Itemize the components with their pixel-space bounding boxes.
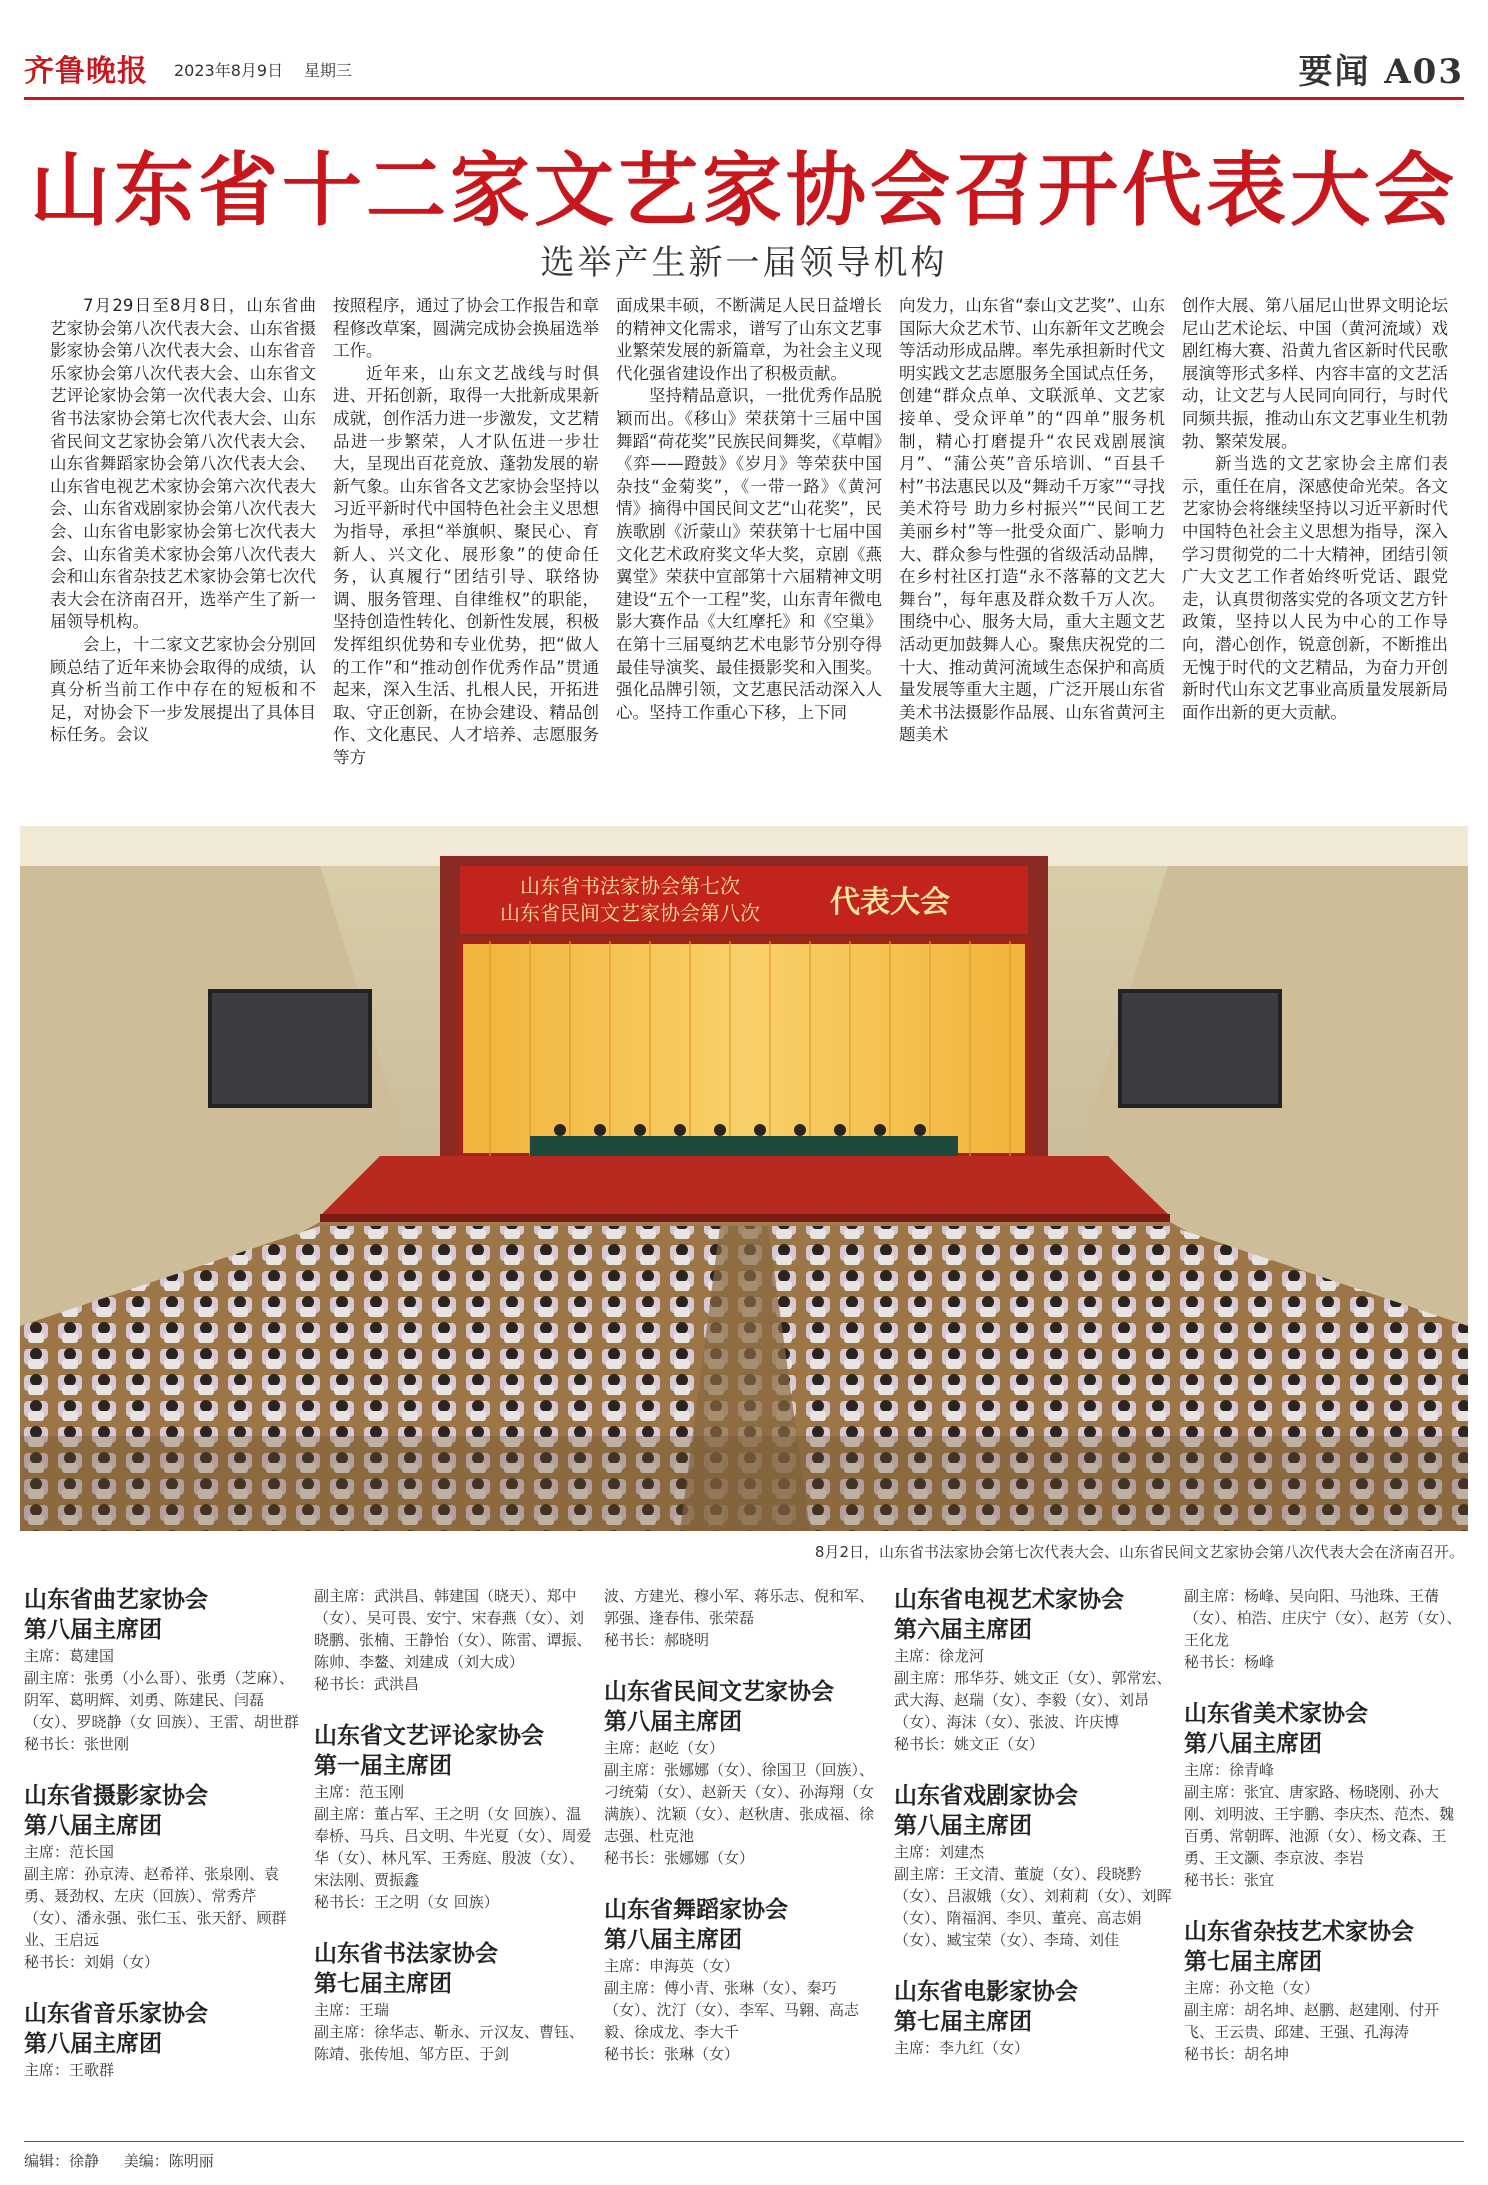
group-subtitle: 第八届主席团 xyxy=(24,1812,162,1839)
group-vice-chairs: 副主席：张宜、唐家路、杨晓刚、孙大刚、刘明波、王宇鹏、李庆杰、范杰、魏百勇、常朝晖、池源（女）、杨文森、王勇、王文灏、李京波、李岩 xyxy=(1184,1783,1455,1867)
group-secretary: 秘书长：张琳（女） xyxy=(604,2045,740,2063)
presidium-group-sheying xyxy=(24,1781,302,1973)
group-secretary: 秘书长：张世刚 xyxy=(24,1735,130,1753)
list-column-1 xyxy=(24,1585,302,2107)
group-vice-chairs: 副主席：杨峰、吴向阳、马池珠、王蒨（女）、柏浩、庄庆宁（女）、赵芳（女）、王化龙 xyxy=(1184,1587,1462,1649)
group-chair: 主席：范玉刚 xyxy=(314,1783,405,1801)
subheadline: 选举产生新一届领导机构 xyxy=(540,243,948,283)
article-paragraph: 会上，十二家文艺家协会分别回顾总结了近年来协会取得的成绩，认真分析当前工作中存在的短板和不足，对协会下一步发展提出了具体目标任务。会议 xyxy=(50,634,316,745)
article-paragraph: 按照程序，通过了协会工作报告和章程修改草案，圆满完成协会换届选举工作。 xyxy=(333,296,599,361)
group-title: 山东省书法家协会 xyxy=(314,1940,498,1967)
article-paragraph: 7月29日至8月8日，山东省曲艺家协会第八次代表大会、山东省摄影家协会第八次代表大会、山东省音乐家协会第八次代表大会、山东省文艺评论家协会第一次代表大会、山东省书法家协会第七次代表大会、山东省民间文艺家协会第八次代表大会、山东省舞蹈家协会第八次代表大会、山东省电视艺术家协会第六次代表大会、山东省戏剧家协会第八次代表大会、山东省电影家协会第七次代表大会、山东省美术家协会第八次代表大会和山东省杂技艺术家协会第七次代表大会在济南召开，选举产生了新一届领导机构。 xyxy=(50,296,316,632)
group-vice-chairs: 副主席：张勇（小么哥）、张勇（芝麻）、阴军、葛明辉、刘勇、陈建民、闫磊（女）、罗晓静（女 回族）、王雷、胡世群 xyxy=(24,1669,299,1731)
article-paragraph: 坚持精品意识，一批优秀作品脱颖而出。《移山》荣获第十三届中国舞蹈“荷花奖”民族民间舞奖，《草帽》《弈——蹬鼓》《岁月》等荣获中国杂技“金菊奖”，《一带一路》《黄河情》摘得中国民间文艺“山花奖”，民族歌剧《沂蒙山》荣获第十七届中国文化艺术政府奖文华大奖，京剧《燕翼堂》荣获中宣部第十六届精神文明建设“五个一工程”奖，山东青年微电影大赛作品《大红摩托》和《空巢》在第十三届戛纳艺术电影节分别夺得最佳导演奖、最佳摄影奖和入围奖。强化品牌引领，文艺惠民活动深入人心。坚持工作重心下移，上下同 xyxy=(616,386,882,722)
header-rule xyxy=(24,97,1464,100)
article-paragraph: 面成果丰硕，不断满足人民日益增长的精神文化需求，谱写了山东文艺事业繁荣发展的新篇章，为社会主义现代化强省建设作出了积极贡献。 xyxy=(616,296,882,383)
group-chair: 主席：葛建国 xyxy=(24,1647,115,1665)
group-title: 山东省音乐家协会 xyxy=(24,2000,208,2027)
group-title: 山东省曲艺家协会 xyxy=(24,1586,208,1613)
presidium-group-wudao xyxy=(604,1895,882,2065)
group-vice-chairs: 副主席：武洪昌、韩建国（晓天）、郑中（女）、吴可畏、安宁、宋春燕（女）、刘晓鹏、张楠、王静怡（女）、陈雷、谭振、陈帅、李鳌、刘建成（刘大成） xyxy=(314,1587,592,1671)
group-secretary: 秘书长：张宜 xyxy=(1184,1871,1275,1889)
group-title: 山东省文艺评论家协会 xyxy=(314,1722,544,1749)
page-header xyxy=(24,44,1464,92)
presidium-group-shufa-cont xyxy=(604,1585,882,1651)
group-secretary: 秘书长：胡名坤 xyxy=(1184,2045,1290,2063)
group-chair: 主席：李九红（女） xyxy=(894,2039,1030,2057)
article-column-5 xyxy=(1182,295,1448,815)
group-secretary: 秘书长：刘娟（女） xyxy=(24,1953,160,1971)
photo-caption: 8月2日，山东省书法家协会第七次代表大会、山东省民间文艺家协会第八次代表大会在济南召开。 xyxy=(814,1543,1464,1561)
group-title: 山东省舞蹈家协会 xyxy=(604,1896,788,1923)
page-footer xyxy=(24,2150,234,2171)
group-subtitle: 第一届主席团 xyxy=(314,1752,452,1779)
footer-rule xyxy=(24,2141,1464,2142)
group-subtitle: 第八届主席团 xyxy=(24,1616,162,1643)
group-title: 山东省摄影家协会 xyxy=(24,1782,208,1809)
presidium-group-dianying xyxy=(894,1977,1172,2059)
presidium-group-dianying-cont xyxy=(1184,1585,1462,1673)
article-column-2 xyxy=(333,295,599,815)
presidium-lists xyxy=(24,1585,1464,2125)
issue-weekday: 星期三 xyxy=(304,61,353,80)
group-title: 山东省民间文艺家协会 xyxy=(604,1678,834,1705)
group-secretary: 秘书长：王之明（女 回族） xyxy=(314,1893,499,1911)
group-subtitle: 第八届主席团 xyxy=(604,1926,742,1953)
presidium-group-xiju xyxy=(894,1781,1172,1951)
group-vice-chairs: 副主席：傅小青、张琳（女）、秦巧（女）、沈汀（女）、李军、马翱、高志毅、徐成龙、李大千 xyxy=(604,1979,860,2041)
section-page-label: 要闻 A03 xyxy=(1298,52,1464,92)
banner-line-2: 山东省民间文艺家协会第八次 xyxy=(500,901,760,925)
group-subtitle: 第六届主席团 xyxy=(894,1616,1032,1643)
article-paragraph: 近年来，山东文艺战线与时俱进、开拓创新，取得一大批新成果新成就，创作活力进一步激发，文艺精品进一步繁荣，人才队伍进一步壮大，呈现出百花竞放、蓬勃发展的崭新气象。山东省各文艺家协会坚持以习近平新时代中国特色社会主义思想为指导，承担“举旗帜、聚民心、育新人、兴文化、展形象”的使命任务，认真履行“团结引导、联络协调、服务管理、自律维权”的职能，坚持创造性转化、创新性发展，积极发挥组织优势和专业优势，把“做人的工作”和“推动创作优秀作品”贯通起来，深入生活、扎根人民，开拓进取、守正创新，在协会建设、精品创作、文化惠民、人才培养、志愿服务等方 xyxy=(333,363,599,767)
group-chair: 主席：徐龙河 xyxy=(894,1647,985,1665)
group-title: 山东省电影家协会 xyxy=(894,1978,1078,2005)
banner-main-text: 代表大会 xyxy=(830,885,950,920)
group-chair: 主席：刘建杰 xyxy=(894,1843,985,1861)
list-column-5 xyxy=(1184,1585,1462,2091)
presidium-group-meishu xyxy=(1184,1699,1462,1891)
group-secretary: 秘书长：张娜娜（女） xyxy=(604,1849,755,1867)
group-title: 山东省电视艺术家协会 xyxy=(894,1586,1124,1613)
group-subtitle: 第八届主席团 xyxy=(604,1708,742,1735)
group-chair: 主席：申海英（女） xyxy=(604,1957,740,1975)
group-chair: 主席：徐青峰 xyxy=(1184,1761,1275,1779)
headline: 山东省十二家文艺家协会召开代表大会 xyxy=(30,143,1458,237)
presidium-group-shufa xyxy=(314,1939,592,2065)
group-chair: 主席：范长国 xyxy=(24,1843,115,1861)
presidium-group-yinyue xyxy=(24,1999,302,2081)
group-title: 山东省戏剧家协会 xyxy=(894,1782,1078,1809)
group-vice-chairs: 副主席：王文清、董旋（女）、段晓黔（女）、吕淑娥（女）、刘莉莉（女）、刘晖（女）、隋福润、李贝、董亮、高志娟（女）、臧宝荣（女）、李琦、刘佳 xyxy=(894,1865,1172,1949)
list-column-2 xyxy=(314,1585,592,2091)
group-chair: 主席：赵屹（女） xyxy=(604,1739,725,1757)
group-secretary: 秘书长：武洪昌 xyxy=(314,1675,420,1693)
issue-date: 2023年8月9日 xyxy=(174,61,284,80)
presidium-group-zaji xyxy=(1184,1917,1462,2065)
article-paragraph: 新当选的文艺家协会主席们表示，重任在肩，深感使命光荣。各文艺家协会将继续坚持以习近平新时代中国特色社会主义思想为指导，深入学习贯彻党的二十大精神，团结引领广大文艺工作者始终听党话、跟党走，认真贯彻落实党的各项文艺方针政策，坚持以人民为中心的工作导向，潜心创作，锐意创新，不断推出无愧于时代的文艺精品，为奋力开创新时代山东文艺事业高质量发展新局面作出新的更大贡献。 xyxy=(1182,454,1448,722)
presidium-group-quyi xyxy=(24,1585,302,1755)
group-vice-chairs: 波、方建光、穆小军、蒋乐志、倪和军、郭强、逢春伟、张荣磊 xyxy=(604,1587,875,1627)
article-column-4 xyxy=(899,295,1165,815)
group-vice-chairs: 副主席：徐华志、靳永、亓汉友、曹钰、陈靖、张传旭、邹方臣、于剑 xyxy=(314,2023,585,2063)
newspaper-logo: 齐鲁晚报 xyxy=(24,54,148,89)
group-subtitle: 第七届主席团 xyxy=(1184,1948,1322,1975)
group-subtitle: 第七届主席团 xyxy=(314,1970,452,1997)
presidium-group-dianshi xyxy=(894,1585,1172,1755)
presidium-group-pinglun xyxy=(314,1721,592,1913)
group-chair: 主席：孙文艳（女） xyxy=(1184,1979,1320,1997)
article-column-3 xyxy=(616,295,882,815)
list-column-3 xyxy=(604,1585,882,2091)
article-column-1 xyxy=(50,295,316,815)
presidium-group-yinyue-cont xyxy=(314,1585,592,1695)
group-secretary: 秘书长：杨峰 xyxy=(1184,1653,1275,1671)
group-vice-chairs: 副主席：邢华芬、姚文正（女）、郭常宏、武大海、赵瑞（女）、李毅（女）、刘昂（女）、海沫（女）、张波、许庆博 xyxy=(894,1669,1172,1731)
group-vice-chairs: 副主席：张娜娜（女）、徐国卫（回族）、刁统菊（女）、赵新天（女）、孙海翔（女 满族）、沈颖（女）、赵秋唐、张成福、徐志强、杜克池 xyxy=(604,1761,875,1845)
group-vice-chairs: 副主席：孙京涛、赵希祥、张泉刚、袁勇、聂劲权、左庆（回族）、常秀芹（女）、潘永强、张仁玉、张天舒、顾群业、王启远 xyxy=(24,1865,287,1949)
conference-hall-illustration xyxy=(20,826,1468,1531)
group-chair: 主席：王瑞 xyxy=(314,2001,390,2019)
group-subtitle: 第八届主席团 xyxy=(24,2030,162,2057)
banner-line-1: 山东省书法家协会第七次 xyxy=(520,874,740,898)
group-subtitle: 第七届主席团 xyxy=(894,2008,1032,2035)
group-secretary: 秘书长：姚文正（女） xyxy=(894,1735,1045,1753)
group-subtitle: 第八届主席团 xyxy=(1184,1730,1322,1757)
editor-credit: 编辑：徐静 xyxy=(24,2152,100,2170)
group-chair: 主席：王歌群 xyxy=(24,2061,115,2079)
article-paragraph: 创作大展、第八届尼山世界文明论坛尼山艺术论坛、中国（黄河流域）戏剧红梅大赛、沿黄九省区新时代民歌展演等形式多样、内容丰富的文艺活动，让文艺与人民同向同行，与时代同频共振，推动山东文艺事业生机勃勃、繁荣发展。 xyxy=(1182,296,1448,451)
group-secretary: 秘书长：郝晓明 xyxy=(604,1631,710,1649)
designer-credit: 美编：陈明丽 xyxy=(123,2152,214,2170)
article-paragraph: 向发力，山东省“泰山文艺奖”、山东国际大众艺术节、山东新年文艺晚会等活动形成品牌。率先承担新时代文明实践文艺志愿服务全国试点任务，创建“群众点单、文联派单、文艺家接单、受众评单”的“四单”服务机制，精心打磨提升“农民戏剧展演月”、“蒲公英”音乐培训、“百县千村”书法惠民以及“舞动千万家”“寻找美术符号 助力乡村振兴”“民间工艺 美丽乡村”等一批受众面广、影响力大、群众参与性强的省级活动品牌，在乡村社区打造“永不落幕的文艺大舞台”，每年惠及群众数千万人次。围绕中心、服务大局，重大主题文艺活动更加鼓舞人心。聚焦庆祝党的二十大、推动黄河流域生态保护和高质量发展等重大主题，广泛开展山东省美术书法摄影作品展、山东省黄河主题美术 xyxy=(899,296,1165,745)
presidium-group-minjian xyxy=(604,1677,882,1869)
group-title: 山东省杂技艺术家协会 xyxy=(1184,1918,1414,1945)
article-body xyxy=(50,295,1450,815)
group-subtitle: 第八届主席团 xyxy=(894,1812,1032,1839)
list-column-4 xyxy=(894,1585,1172,2085)
group-title: 山东省美术家协会 xyxy=(1184,1700,1368,1727)
group-vice-chairs: 副主席：董占军、王之明（女 回族）、温奉桥、马兵、吕文明、牛光夏（女）、周爱华（女）、林凡军、王秀庭、殷波（女）、宋法刚、贾振鑫 xyxy=(314,1805,592,1889)
conference-photo xyxy=(20,826,1468,1531)
group-vice-chairs: 副主席：胡名坤、赵鹏、赵建刚、付开飞、王云贵、邱建、王强、孔海涛 xyxy=(1184,2001,1440,2041)
